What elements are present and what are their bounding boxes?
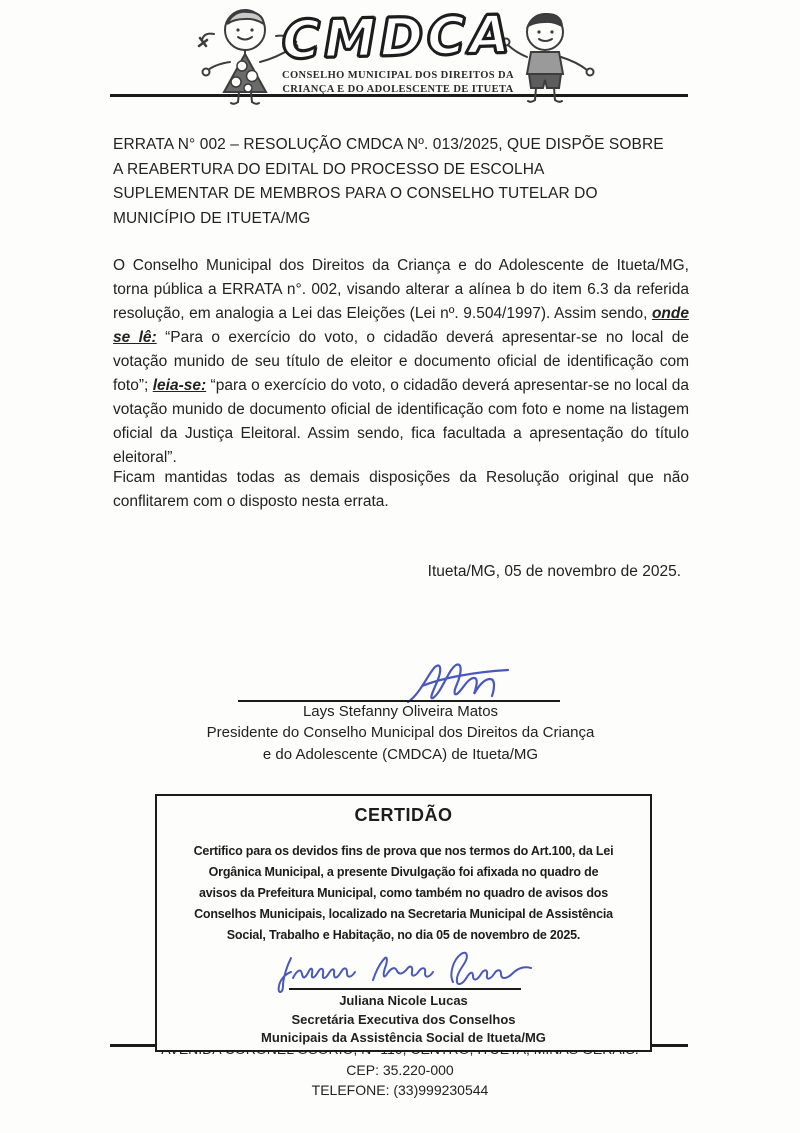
- document-title-line: A REABERTURA DO EDITAL DO PROCESSO DE ESCOLHA: [113, 160, 545, 178]
- certidao-body-line: Orgânica Municipal, a presente Divulgação foi afixada no quadro de: [208, 865, 599, 879]
- certidao-body-line: Social, Trabalho e Habitação, no dia 05 de novembro de 2025.: [226, 928, 581, 942]
- document-title-line: ERRATA N° 002 – RESOLUÇÃO CMDCA Nº. 013/2025, QUE DISPÕE SOBRE: [113, 136, 664, 153]
- footer-phone: TELEFONE: (33)999230544: [311, 1082, 489, 1098]
- president-name: Lays Stefanny Oliveira Matos: [302, 703, 499, 720]
- paragraph1-emphasis-onde-se-le: onde se lê:: [113, 305, 689, 346]
- secretary-role-line1: Secretária Executiva dos Conselhos: [291, 1012, 516, 1027]
- certidao-body: [157, 841, 650, 946]
- paragraph1-segment: “Para o exercício do voto, o cidadão deverá apresentar-se no local de votação munido de seu título de eleitor e documento oficial de identificação com foto”;: [113, 329, 689, 394]
- certidao-title: CERTIDÃO: [354, 805, 453, 825]
- cmdca-logo-caption-line2: CRIANÇA E DO ADOLESCENTE DE ITUETA: [282, 84, 514, 95]
- cmdca-logo-acronym: CMDCA: [281, 4, 515, 72]
- secretary-name: Juliana Nicole Lucas: [339, 993, 468, 1008]
- date-line: Itueta/MG, 05 de novembro de 2025.: [427, 563, 681, 580]
- secretary-signature-line: [289, 988, 521, 990]
- document-title-line: SUPLEMENTAR DE MEMBROS PARA O CONSELHO TUTELAR DO: [113, 185, 598, 202]
- cmdca-logo-caption-line1: CONSELHO MUNICIPAL DOS DIREITOS DA: [281, 70, 514, 81]
- certidao-certificate-box: [155, 794, 652, 1052]
- body-paragraph-1: [113, 254, 689, 470]
- president-role-line2: e do Adolescente (CMDCA) de Itueta/MG: [262, 746, 539, 763]
- document-title-line: MUNICÍPIO DE ITUETA/MG: [113, 209, 311, 227]
- certidao-body-line: Conselhos Municipais, localizado na Secretaria Municipal de Assistência: [194, 907, 613, 921]
- cmdca-logo: [278, 4, 518, 96]
- boy-child-illustration-icon: [503, 12, 603, 104]
- president-signature-line: [238, 700, 560, 702]
- president-role-line1: Presidente do Conselho Municipal dos Direitos da Criança: [206, 724, 595, 741]
- paragraph1-segment: “para o exercício do voto, o cidadão deverá apresentar-se no local da votação munido de documento oficial de identificação com foto e nome na listagem oficial da Justiça Eleitoral. Assim sendo, fica facultada a apresentação do título eleitoral”.: [113, 377, 689, 466]
- paragraph1-emphasis-leia-se: leia-se:: [152, 377, 207, 394]
- body-paragraph-2: Ficam mantidas todas as demais disposições da Resolução original que não conflitarem com o disposto nesta errata.: [113, 469, 689, 510]
- paragraph1-segment: O Conselho Municipal dos Direitos da Criança e do Adolescente de Itueta/MG, torna pública a ERRATA n°. 002, visando alterar a alínea b do item 6.3 da referida resolução, em analogia a Lei das Eleições (Lei nº. 9.504/1997). Assim sendo,: [113, 257, 689, 322]
- certidao-body-line: avisos da Prefeitura Municipal, como também no quadro de avisos dos: [199, 886, 608, 900]
- certidao-body-line: Certifico para os devidos fins de prova que nos termos do Art.100, da Lei: [193, 844, 614, 858]
- footer-cep: CEP: 35.220-000: [346, 1062, 454, 1078]
- document-title: [113, 133, 695, 231]
- secretary-role-line2: Municipais da Assistência Social de Itueta/MG: [261, 1030, 546, 1045]
